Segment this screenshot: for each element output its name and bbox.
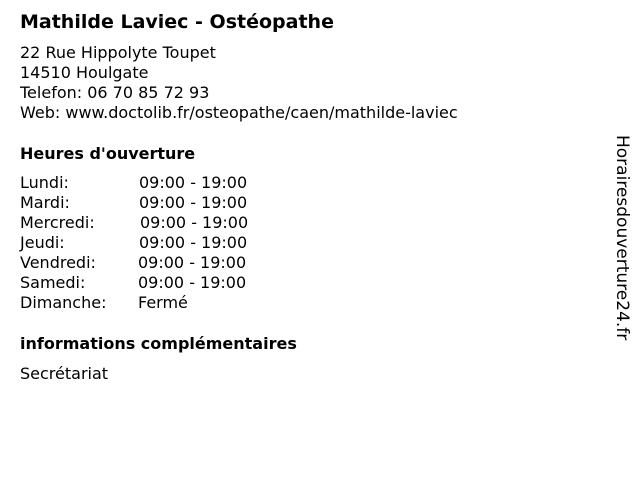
street-address: 22 Rue Hippolyte Toupet: [20, 43, 216, 62]
day-label: Dimanche:: [20, 293, 107, 312]
phone-number: Telefon: 06 70 85 72 93: [20, 83, 210, 102]
website-link: Web: www.doctolib.fr/osteopathe/caen/mathilde-laviec: [20, 103, 458, 122]
site-watermark: Horairesdouverture24.fr: [612, 135, 632, 341]
day-hours: 09:00 - 19:00: [139, 173, 248, 192]
opening-hours-heading: Heures d'ouverture: [20, 144, 196, 163]
day-label: Mardi:: [20, 193, 70, 212]
day-hours: 09:00 - 19:00: [138, 273, 247, 292]
day-label: Mercredi:: [20, 213, 95, 232]
hours-row-monday: [20, 173, 320, 193]
day-label: Lundi:: [20, 173, 69, 192]
hours-row-thursday: [20, 233, 320, 253]
day-label: Jeudi:: [20, 233, 65, 252]
day-hours: 09:00 - 19:00: [140, 213, 249, 232]
hours-row-saturday: [20, 273, 320, 293]
hours-row-sunday: [20, 293, 320, 313]
page-title: Mathilde Laviec - Ostéopathe: [20, 11, 334, 33]
city-address: 14510 Houlgate: [20, 63, 149, 82]
day-hours: 09:00 - 19:00: [138, 253, 247, 272]
additional-info-heading: informations complémentaires: [20, 334, 297, 353]
day-label: Samedi:: [20, 273, 86, 292]
hours-row-wednesday: [20, 213, 320, 233]
hours-row-friday: [20, 253, 320, 273]
opening-hours-table: [20, 173, 320, 313]
address-block: [20, 43, 458, 123]
day-hours: Fermé: [138, 293, 188, 312]
day-hours: 09:00 - 19:00: [139, 233, 248, 252]
additional-info-text: Secrétariat: [20, 364, 109, 383]
day-hours: 09:00 - 19:00: [139, 193, 248, 212]
day-label: Vendredi:: [20, 253, 96, 272]
hours-row-tuesday: [20, 193, 320, 213]
